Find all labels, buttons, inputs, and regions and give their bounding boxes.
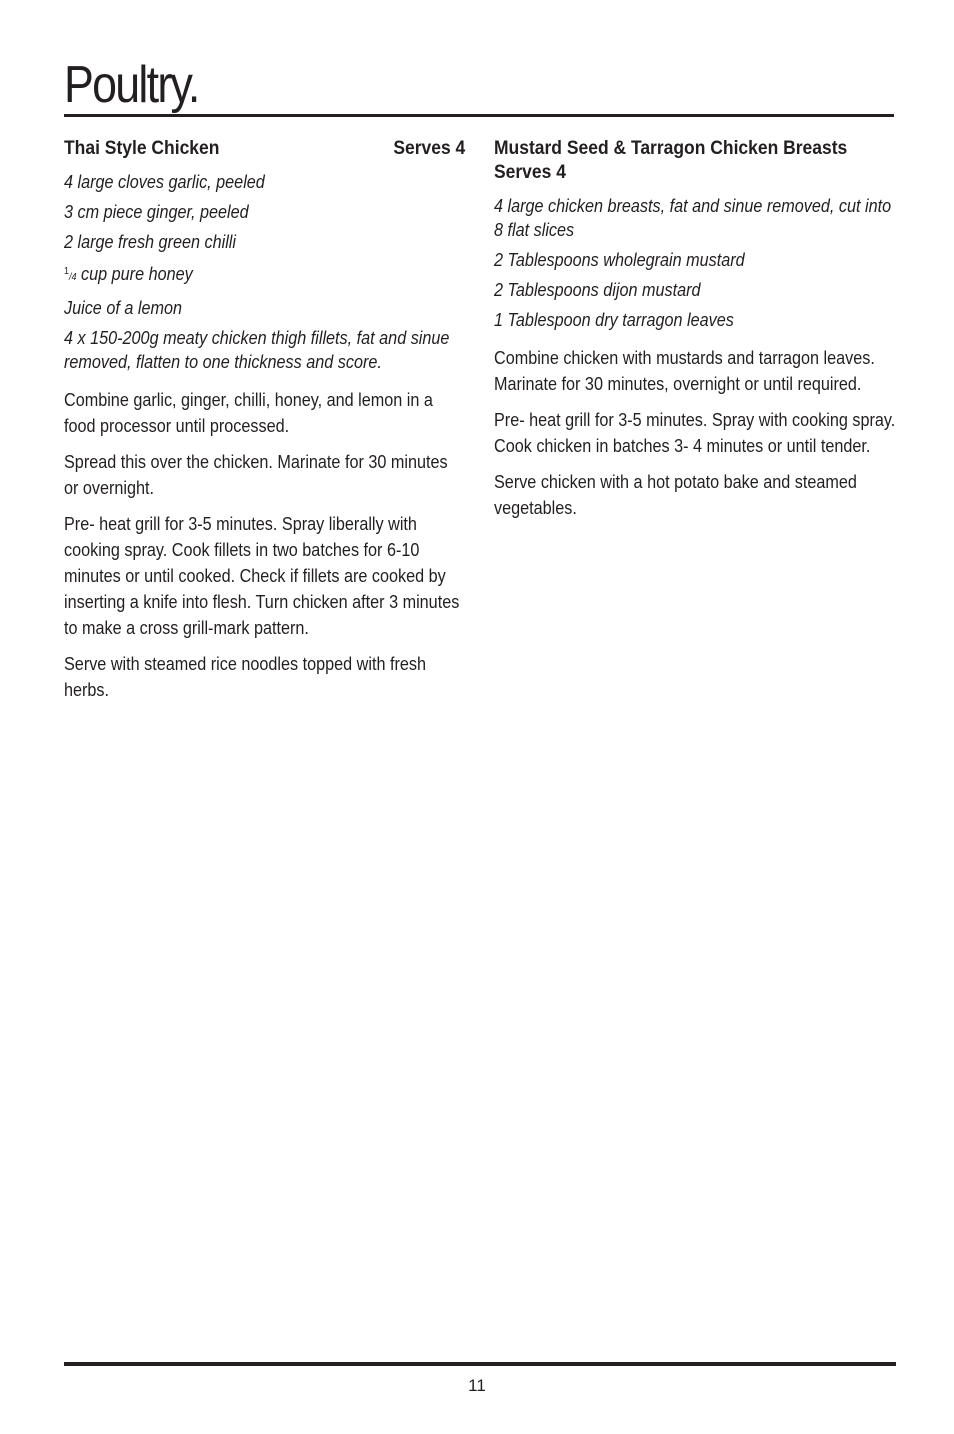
recipe-name: Mustard Seed & Tarragon Chicken Breasts	[494, 138, 848, 159]
method-paragraph: Combine garlic, ginger, chilli, honey, and lemon in a food processor until processed.	[64, 390, 433, 436]
ingredient-item: 4 large cloves garlic, peeled	[64, 172, 265, 192]
ingredient-item-honey	[64, 260, 466, 290]
ingredient-item: Juice of a lemon	[64, 298, 182, 318]
recipe-serves: Serves 4	[393, 138, 466, 159]
method-paragraph: Combine chicken with mustards and tarragon leaves. Marinate for 30 minutes, overnight or until required.	[494, 348, 875, 394]
method-paragraph: Serve with steamed rice noodles topped with fresh herbs.	[64, 654, 426, 700]
method-paragraph: Pre- heat grill for 3-5 minutes. Spray with cooking spray. Cook chicken in batches 3- 4 minutes or until tender.	[494, 410, 896, 456]
method-section	[64, 387, 466, 703]
method-paragraph: Serve chicken with a hot potato bake and steamed vegetables.	[494, 472, 857, 518]
recipe-mustard-seed-tarragon-chicken	[494, 137, 896, 531]
recipe-heading	[64, 137, 465, 161]
fraction-denominator: /4	[69, 272, 77, 283]
ingredient-item: 2 Tablespoons wholegrain mustard	[494, 250, 745, 270]
ingredient-item: 1 Tablespoon dry tarragon leaves	[494, 310, 734, 330]
fraction-numerator: 1	[64, 266, 70, 277]
ingredient-item: 4 x 150-200g meaty chicken thigh fillets, fat and sinue removed, flatten to one thickness and score.	[64, 328, 450, 372]
recipe-serves: Serves 4	[494, 162, 566, 183]
page-number: 11	[468, 1376, 486, 1395]
ingredient-list	[494, 194, 896, 332]
ingredient-item: 3 cm piece ginger, peeled	[64, 202, 249, 222]
ingredient-text: cup pure honey	[81, 264, 193, 284]
method-section	[494, 345, 896, 521]
ingredient-item: 2 Tablespoons dijon mustard	[494, 280, 701, 300]
method-paragraph: Pre- heat grill for 3-5 minutes. Spray liberally with cooking spray. Cook fillets in two batches for 6-10 minutes or until cooked. Check if fillets are cooked by inserting a knife into flesh. Turn chicken after 3 minutes to make a cross grill-mark pattern.	[64, 514, 460, 638]
page-title: Poultry.	[64, 56, 199, 114]
recipe-thai-style-chicken	[64, 137, 466, 713]
ingredient-item: 4 large chicken breasts, fat and sinue removed, cut into 8 flat slices	[494, 196, 892, 240]
ingredient-list	[64, 170, 466, 374]
recipe-heading	[494, 137, 895, 185]
method-paragraph: Spread this over the chicken. Marinate for 30 minutes or overnight.	[64, 452, 448, 498]
footer-divider	[64, 1362, 896, 1366]
ingredient-item: 2 large fresh green chilli	[64, 232, 236, 252]
title-divider	[64, 114, 894, 117]
recipe-name: Thai Style Chicken	[64, 138, 220, 159]
